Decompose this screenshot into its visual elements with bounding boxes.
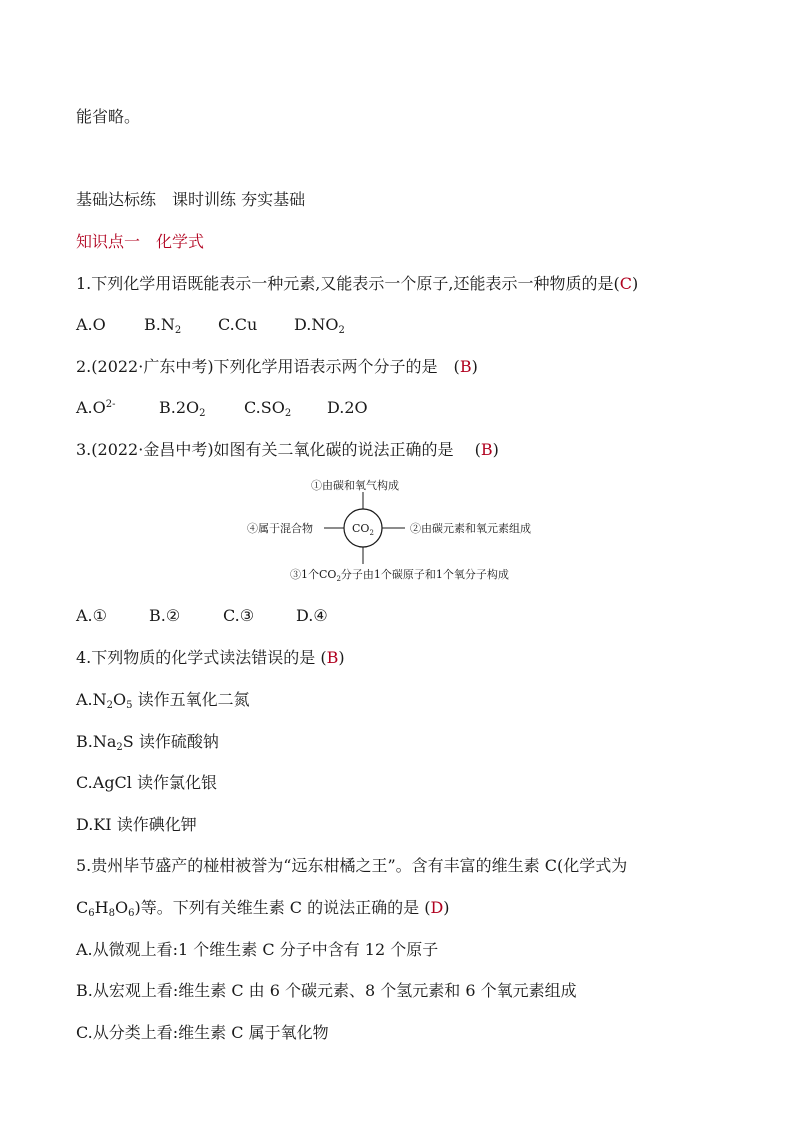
option-b: $B.N_2$	[144, 315, 182, 336]
intro-tail: 能省略。	[76, 107, 141, 126]
paren-close: )	[492, 440, 499, 459]
option-a: $A.O^{2-}$	[76, 398, 116, 417]
question-4-option-a: $A.N_2O_5$ 读作五氧化二氮	[76, 690, 250, 711]
question-3-text: 3.(2022·金昌中考)如图有关二氧化碳的说法正确的是 (	[76, 440, 481, 459]
question-4-answer: B	[326, 648, 339, 667]
question-1-stem	[76, 274, 638, 294]
paren-close: )	[471, 357, 478, 376]
co2-diagram	[240, 472, 560, 590]
paren-close: )	[338, 648, 345, 667]
option-a: A.①	[76, 606, 107, 625]
option-c: C.③	[223, 606, 255, 625]
question-5-stem-line-1: 5.贵州毕节盛产的椪柑被誉为“远东柑橘之王”。含有丰富的维生素 C(化学式为	[76, 856, 628, 875]
center-label: $CO_2$	[352, 522, 374, 537]
question-1-answer: C	[619, 274, 632, 293]
question-2-stem	[76, 357, 478, 377]
option-c: $C.SO_2$	[244, 398, 292, 419]
question-4-stem	[76, 648, 345, 668]
option-c: C.Cu	[218, 315, 258, 334]
question-4-option-b: $B.Na_2S$ 读作硫酸钠	[76, 732, 219, 753]
option-a: A.O	[76, 315, 106, 334]
section-heading: 基础达标练 课时训练 夯实基础	[76, 190, 306, 209]
knowledge-point-heading: 知识点一 化学式	[76, 232, 205, 251]
option-d: D.2O	[327, 398, 368, 417]
paren-close: )	[443, 898, 450, 917]
question-2-text: 2.(2022·广东中考)下列化学用语表示两个分子的是 (	[76, 357, 460, 376]
option-b: B.②	[149, 606, 181, 625]
question-5-answer: D	[430, 898, 444, 917]
question-4-option-d: D.KI 读作碘化钾	[76, 815, 197, 834]
question-5-option-b: B.从宏观上看:维生素 C 由 6 个碳元素、8 个氢元素和 6 个氧元素组成	[76, 981, 577, 1000]
statement-3: ③1个$CO_2$分子由1个碳原子和1个氧分子构成	[290, 568, 509, 583]
option-d: D.④	[296, 606, 328, 625]
question-4-text: 4.下列物质的化学式读法错误的是 (	[76, 648, 327, 667]
question-4-option-c: C.AgCl 读作氯化银	[76, 773, 218, 792]
option-d: $D.NO_2$	[294, 315, 345, 336]
paren-close: )	[631, 274, 639, 293]
question-5-option-a: A.从微观上看:1 个维生素 C 分子中含有 12 个原子	[76, 940, 439, 959]
question-2-answer: B	[459, 357, 472, 376]
option-b: $B.2O_2$	[159, 398, 206, 419]
question-3-answer: B	[480, 440, 493, 459]
statement-1: ①由碳和氧气构成	[311, 479, 399, 492]
question-1-text: 1.下列化学用语既能表示一种元素,又能表示一个原子,还能表示一种物质的是(	[76, 274, 620, 293]
statement-2: ②由碳元素和氧元素组成	[410, 522, 531, 535]
question-5-option-c: C.从分类上看:维生素 C 属于氧化物	[76, 1023, 329, 1042]
statement-4: ④属于混合物	[247, 522, 313, 535]
question-3-stem	[76, 440, 499, 460]
question-5-stem-line-2: $C_6H_8O_6$)等。下列有关维生素 C 的说法正确的是 (D)	[76, 898, 450, 919]
